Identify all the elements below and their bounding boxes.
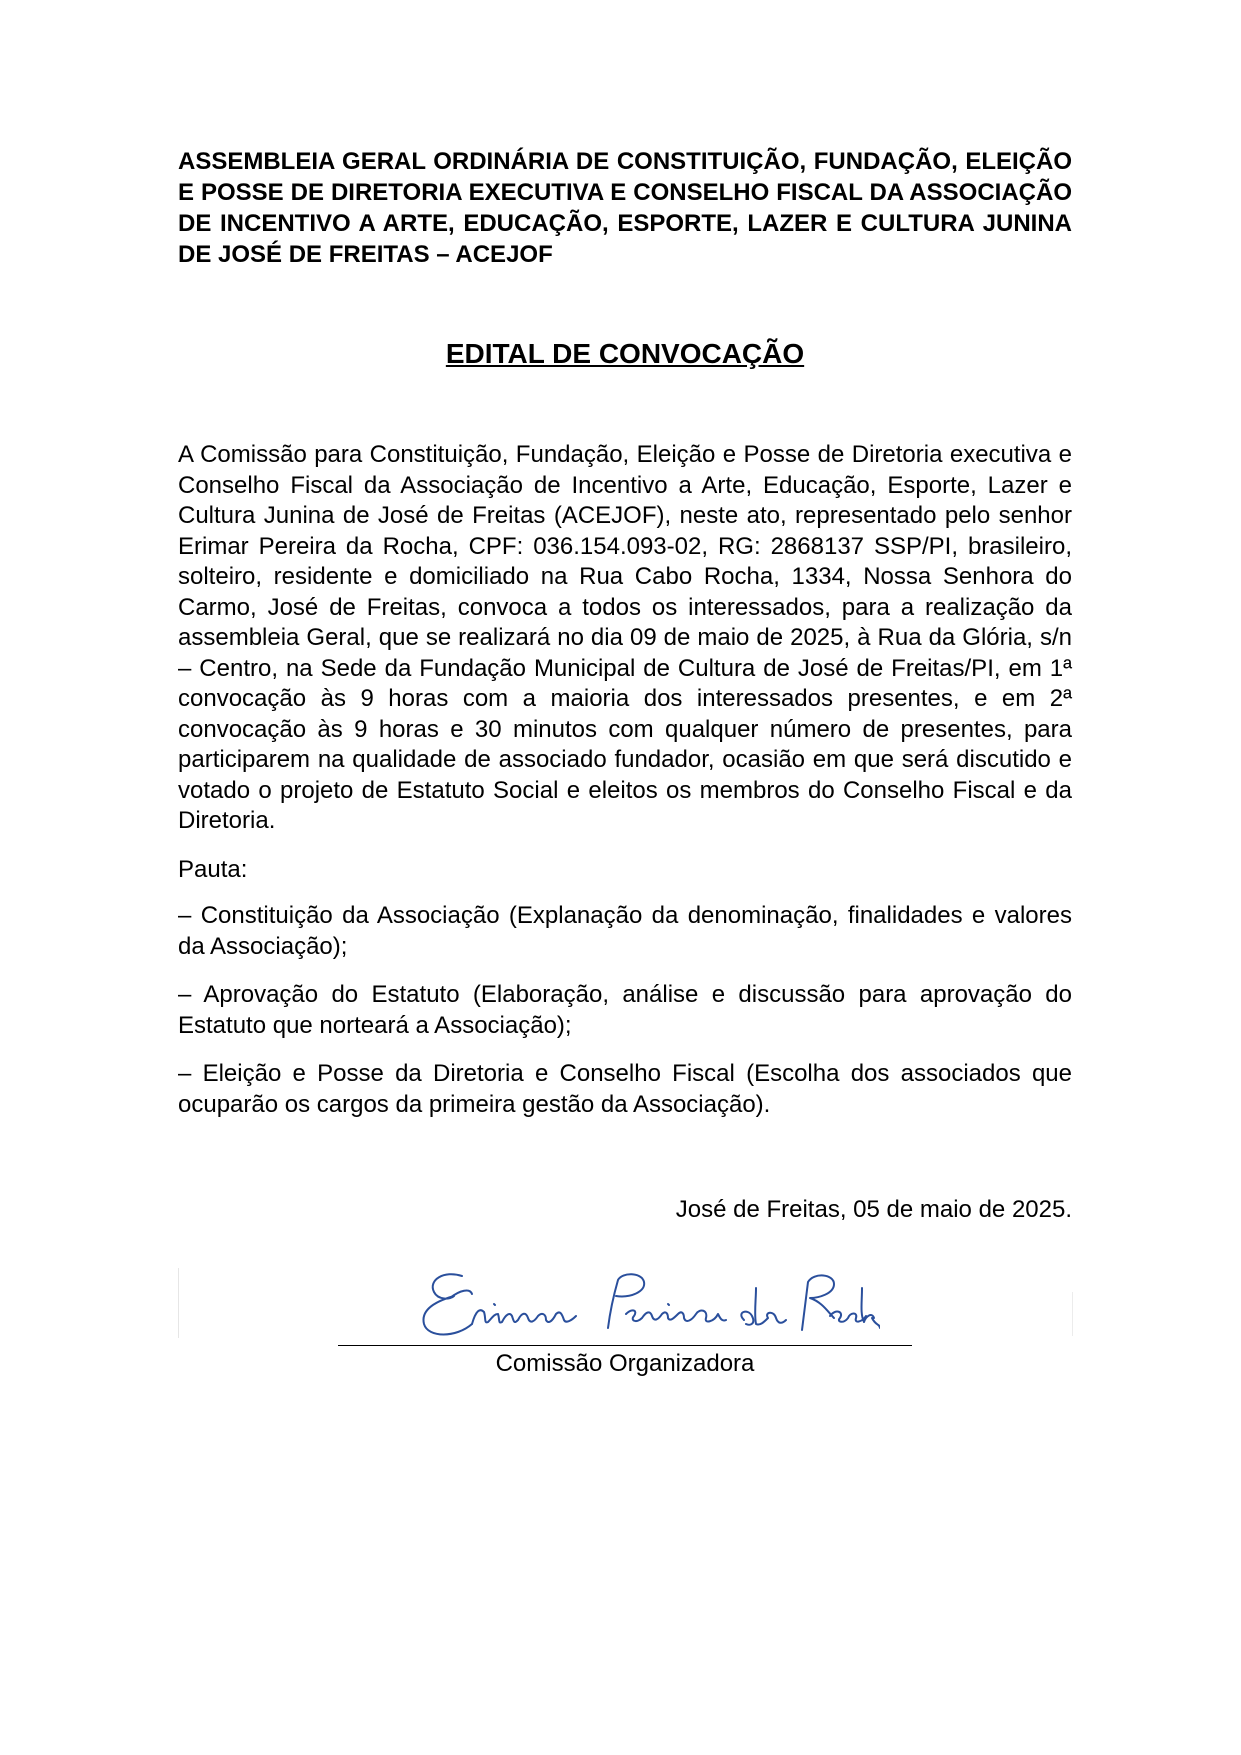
date-place-line: José de Freitas, 05 de maio de 2025.	[675, 1196, 1072, 1223]
agenda-label: Pauta:	[178, 855, 248, 883]
signature-caption: Comissão Organizadora	[495, 1350, 755, 1377]
document-heading: ASSEMBLEIA GERAL ORDINÁRIA DE CONSTITUIÇÃO, FUNDAÇÃO, ELEIÇÃO E POSSE DE DIRETORIA EXECUTIVA E CONSELHO FISCAL DA ASSOCIAÇÃO DE INCENTIVO A ARTE, EDUCAÇÃO, ESPORTE, LAZER E CULTURA JUNINA DE JOSÉ DE FREITAS – ACEJOF	[178, 148, 1072, 268]
convocation-paragraph: A Comissão para Constituição, Fundação, Eleição e Posse de Diretoria executiva e Conselho Fiscal da Associação de Incentivo a Arte, Educação, Esporte, Lazer e Cultura Junina de José de Freitas (ACEJOF), neste ato, representado pelo senhor Erimar Pereira da Rocha, CPF: 036.154.093-02, RG: 2868137 SSP/PI, brasileiro, solteiro, residente e domiciliado na Rua Cabo Rocha, 1334, Nossa Senhora do Carmo, José de Freitas, convoca a todos os interessados, para a realização da assembleia Geral, que se realizará no dia 09 de maio de 2025, à Rua da Glória, s/n – Centro, na Sede da Fundação Municipal de Cultura de José de Freitas/PI, em 1ª convocação às 9 horas com a maioria dos interessados presentes, e em 2ª convocação às 9 horas e 30 minutos com qualquer número de presentes, para participarem na qualidade de associado fundador, ocasião em que será discutido e votado o projeto de Estatuto Social e eleitos os membros do Conselho Fiscal e da Diretoria.	[178, 441, 1072, 834]
handwritten-signature	[410, 1268, 880, 1346]
agenda-list	[178, 901, 1072, 1120]
document-body	[178, 440, 1072, 1138]
scan-edge-mark	[1072, 1292, 1073, 1336]
document-title: EDITAL DE CONVOCAÇÃO	[445, 338, 805, 369]
scan-edge-mark	[178, 1268, 179, 1338]
agenda-item: – Constituição da Associação (Explanação da denominação, finalidades e valores da Associação);	[178, 902, 1072, 960]
agenda-item: – Aprovação do Estatuto (Elaboração, análise e discussão para aprovação do Estatuto que norteará a Associação);	[178, 981, 1072, 1039]
signature-line	[338, 1345, 912, 1346]
agenda-item: – Eleição e Posse da Diretoria e Conselho Fiscal (Escolha dos associados que ocuparão os cargos da primeira gestão da Associação).	[178, 1060, 1072, 1118]
